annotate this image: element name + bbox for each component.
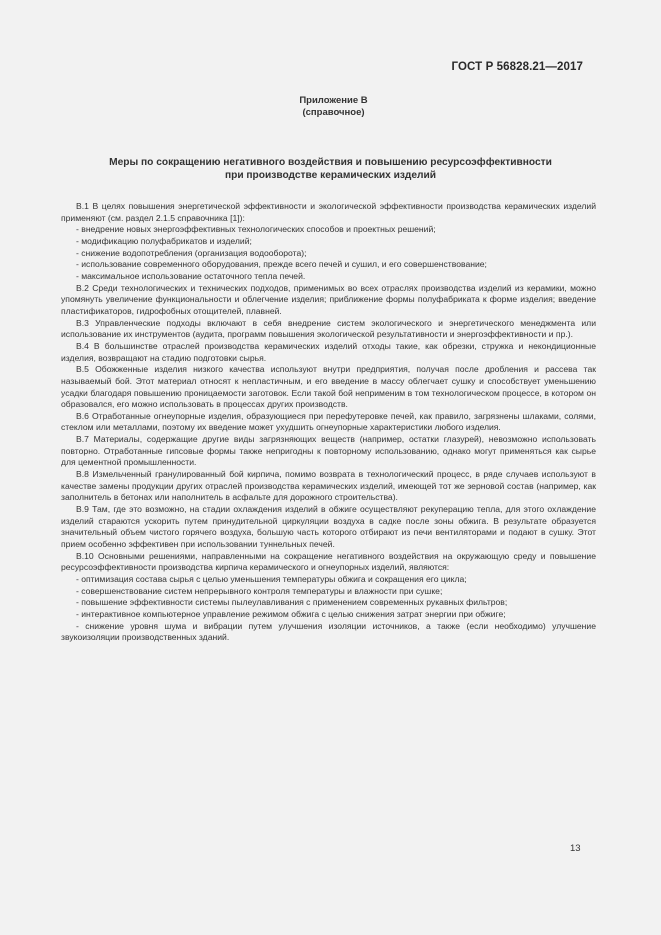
paragraph-b4: В.4 В большинстве отраслей производства керамических изделий отходы такие, как обрезки, стружка и некондиционные изделия, возвращают на стадию подготовки сырья. (61, 340, 596, 363)
title-line-2: при производстве керамических изделий (224, 169, 437, 181)
paragraph-b10: В.10 Основными решениями, направленными на сокращение негативного воздействия на окружающую среду и повышение ресурсоэффективности производства кирпича керамического и огнеупорных изделий, являются: (61, 550, 596, 573)
paragraph-b1: В.1 В целях повышения энергетической эффективности и экологической эффективности производства керамических изделий применяют (см. раздел 2.1.5 справочника [1]): (61, 201, 596, 223)
document-body (61, 201, 596, 644)
list-item: - использование современного оборудования, прежде всего печей и сушил, и его совершенствование; (76, 259, 487, 270)
list-item: - оптимизация состава сырья с целью уменьшения температуры обжига и сокращения его цикла; (76, 574, 467, 584)
paragraph-b2: В.2 Среди технологических и технических подходов, применимых во всех отраслях производства изделий из керамики, можно упомянуть увеличение функциональности и облегчение изделия; приближение формы полуфабриката к форме изделия; введение пластификаторов, гидрофобных отощителей, плавней. (61, 282, 596, 316)
list-item: - снижение водопотребления (организация водооборота); (76, 247, 307, 258)
list-item: - интерактивное компьютерное управление режимом обжига с целью снижения затрат энергии при обжиге; (76, 608, 506, 619)
title-line-1: Меры по сокращению негативного воздействия и повышению ресурсоэффективности (109, 157, 552, 168)
paragraph-b3: В.3 Управленческие подходы включают в себя внедрение систем экологического и энергетического менеджмента или использование их инструментов (аудита, программ повышения экологической результативности и энергоэффективности и пр.). (61, 317, 596, 340)
document-title (0, 157, 661, 182)
paragraph-b7: В.7 Материалы, содержащие другие виды загрязняющих веществ (например, остатки глазурей), невозможно использовать повторно. Отработанные гипсовые формы также непригодны к повторному использованию, однако могут применяться как сырье для цементной промышленности. (61, 434, 596, 468)
annex-type: (справочное) (302, 107, 365, 118)
page-number: 13 (570, 843, 581, 854)
annex-label: Приложение В (299, 95, 368, 106)
list-item: - максимальное использование остаточного тепла печей. (76, 270, 306, 281)
list-item: - повышение эффективности системы пылеулавливания с применением современных рукавных фильтров; (76, 597, 508, 608)
paragraph-b9: В.9 Там, где это возможно, на стадии охлаждения изделий в обжиге осуществляют рекуперацию тепла, для этого охлаждение изделий стараются ускорить путем принудительной циркуляции воздуха в садке после зоны обжига. В результате образуется значительный объем чистого горячего воздуха, большую часть которого отбирают из печи вентиляторами и подают в сушку. Этот прием особенно эффективен при использовании туннельных печей. (61, 504, 596, 550)
list-item: - модификацию полуфабрикатов и изделий; (76, 235, 252, 246)
list-item: - совершенствование систем непрерывного контроля температуры и влажности при сушке; (76, 585, 443, 596)
list-item-wrapped: - снижение уровня шума и вибрации путем улучшения изоляции источников, а также (если необходимо) улучшение звукоизоляции производственных зданий. (61, 620, 596, 643)
paragraph-b8: В.8 Измельченный гранулированный бой кирпича, помимо возврата в технологический процесс, в ряде случаев используют в качестве замены продукции других отраслей производства керамических изделий, имеющей тот же зерновой состав (например, как заполнитель в бетонах или наполнитель в асфальте для дорожного строительства). (61, 469, 596, 503)
list-item: - внедрение новых энергоэффективных технологических способов и проектных решений; (76, 224, 436, 235)
paragraph-b6: В.6 Отработанные огнеупорные изделия, образующиеся при перефутеровке печей, как правило, загрязнены шлаками, солями, стеклом или металлами, поэтому их введение может ухудшить огнеупорные характеристики любого изделия. (61, 410, 596, 433)
annex-heading (0, 95, 661, 119)
standard-code: ГОСТ Р 56828.21—2017 (451, 61, 583, 73)
paragraph-b5: В.5 Обожженные изделия низкого качества используют внутри предприятия, получая после дробления и рассева так называемый бой. Этот материал относят к непластичным, и его введение в массу облегчает сушку и способствует уменьшению усадки благодаря повышению проницаемости заготовок. Если такой бой неприменим в том технологическом процессе, в котором он образовался, его можно использовать в процессах других производств. (61, 364, 596, 410)
